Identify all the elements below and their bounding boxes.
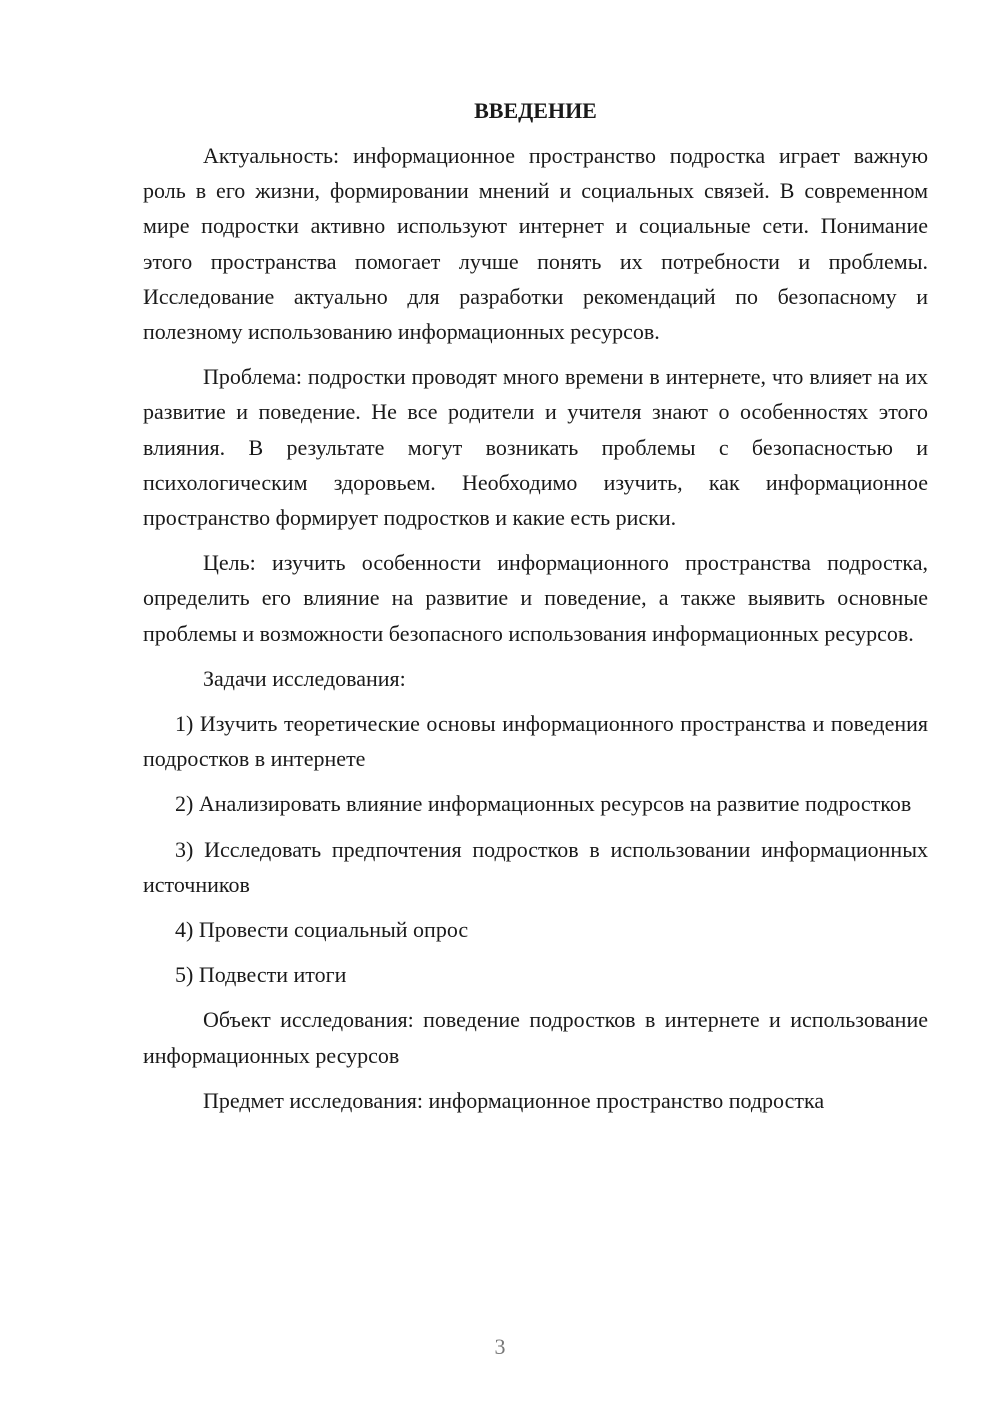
task-item: 4) Провести социальный опрос bbox=[175, 917, 469, 943]
goal-paragraph: Цель: изучить особенности информационного пространства подростка, определить его влияние на развитие и поведение, а также выявить основные проблемы и возможности безопасного использования информационных ресурсов. bbox=[143, 550, 928, 646]
object-paragraph: Объект исследования: поведение подростков в интернете и использование информационных ресурсов bbox=[143, 1007, 928, 1068]
task-item: 5) Подвести итоги bbox=[175, 962, 347, 988]
task-item: 2) Анализировать влияние информационных ресурсов на развитие подростков bbox=[175, 791, 912, 817]
task-item: 1) Изучить теоретические основы информационного пространства и поведения подростков в интернете bbox=[143, 711, 928, 772]
relevance-paragraph: Актуальность: информационное пространство подростка играет важную роль в его жизни, формировании мнений и социальных связей. В современном мире подростки активно используют интернет и социальные сети. Понимание этого пространства помогает лучше понять их потребности и проблемы. Исследование актуально для разработки рекомендаций по безопасному и полезному использованию информационных ресурсов. bbox=[143, 143, 928, 345]
problem-paragraph: Проблема: подростки проводят много времени в интернете, что влияет на их развитие и поведение. Не все родители и учителя знают о особенностях этого влияния. В результате могут возникать проблемы с безопасностью и психологическим здоровьем. Необходимо изучить, как информационное пространство формирует подростков и какие есть риски. bbox=[143, 364, 928, 531]
page-number: 3 bbox=[494, 1334, 506, 1359]
section-title: ВВЕДЕНИЕ bbox=[474, 98, 597, 123]
tasks-heading: Задачи исследования: bbox=[203, 665, 406, 691]
task-item: 3) Исследовать предпочтения подростков в использовании информационных источников bbox=[143, 836, 928, 897]
subject-paragraph: Предмет исследования: информационное пространство подростка bbox=[203, 1087, 825, 1113]
document-page bbox=[143, 96, 928, 1128]
